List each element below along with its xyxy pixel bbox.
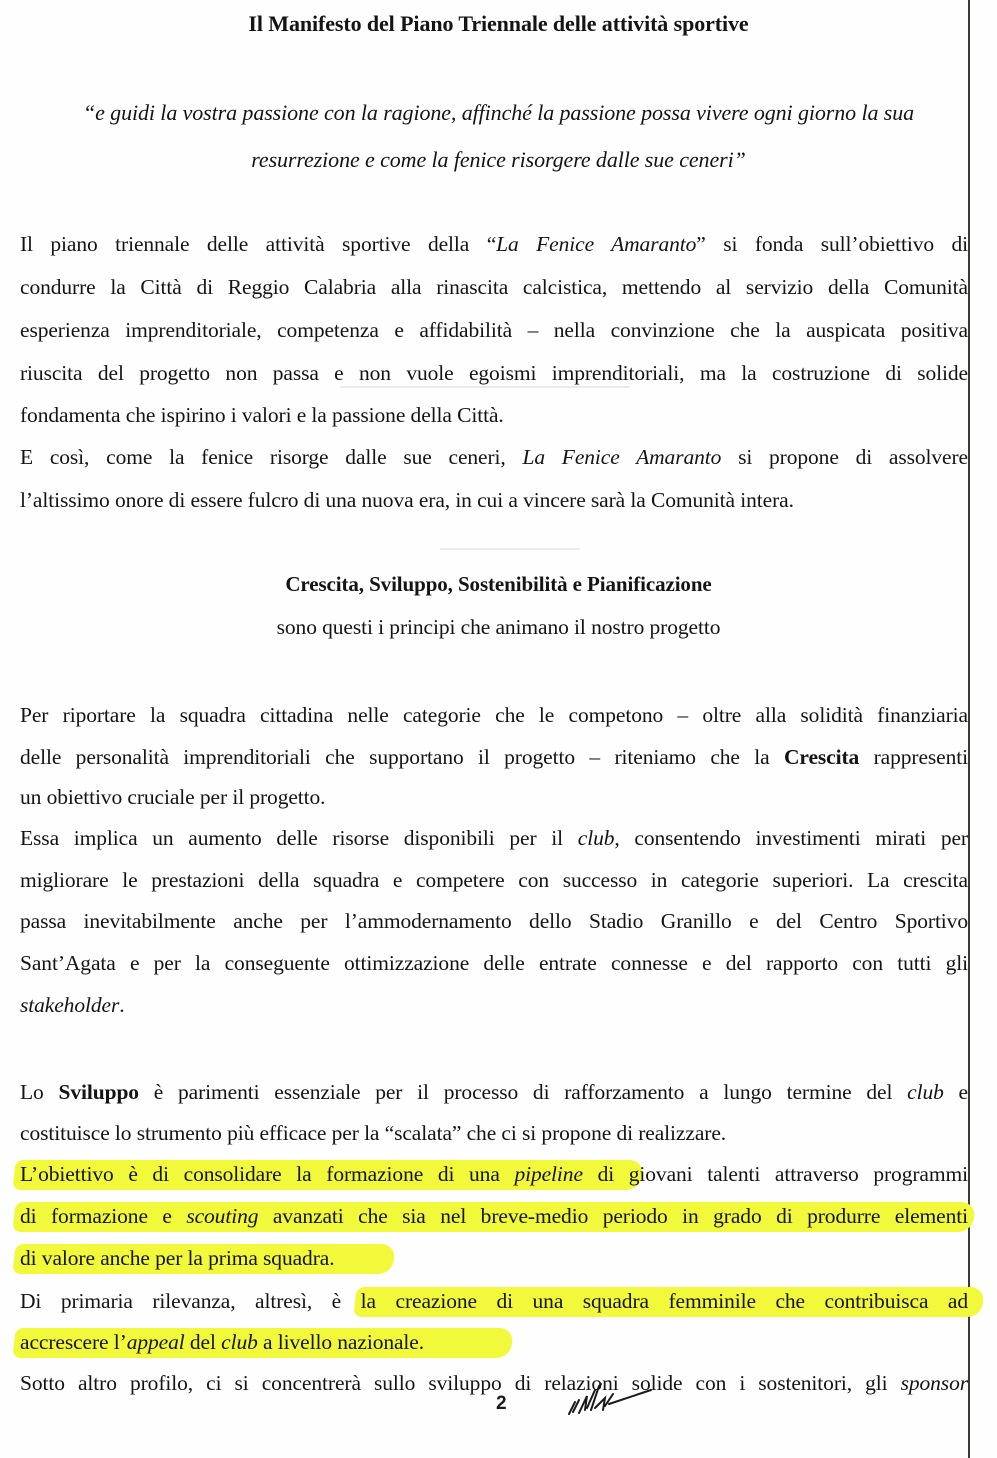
development-line-4: di formazione e scouting avanzati che sia nel breve-medio periodo in grado di produrre elementi	[20, 1204, 969, 1228]
intro-line-5: fondamenta che ispirino i valori e la passione della Città.	[20, 403, 504, 427]
growth-line-7: Sant’Agata e per la conseguente ottimizzazione delle entrate connesse e del rapporto con tutti gli	[20, 951, 968, 975]
development-line-3: L’obiettivo è di consolidare la formazione di una pipeline di giovani talenti attraverso programmi	[20, 1162, 968, 1186]
development-line-6: Di primaria rilevanza, altresì, è la creazione di una squadra femminile che contribuisca ad	[20, 1289, 969, 1313]
intro-line-2: condurre la Città di Reggio Calabria alla rinascita calcistica, mettendo al servizio della Comunità	[20, 275, 968, 299]
signature-icon	[565, 1380, 655, 1420]
intro-line-6: E così, come la fenice risorge dalle sue ceneri, La Fenice Amaranto si propone di assolvere	[20, 445, 968, 469]
growth-line-4: Essa implica un aumento delle risorse disponibili per il club, consentendo investimenti mirati per	[20, 826, 968, 850]
growth-line-3: un obiettivo cruciale per il progetto.	[20, 785, 326, 809]
development-line-5: di valore anche per la prima squadra.	[20, 1246, 335, 1270]
sviluppo-keyword: Sviluppo	[58, 1080, 139, 1104]
page-number: 2	[496, 1393, 507, 1414]
principles-heading: Crescita, Sviluppo, Sostenibilità e Pianificazione	[285, 572, 712, 596]
highlighted-text: la creazione di una squadra femminile che contribuisca ad	[360, 1289, 969, 1313]
quote-line-1: “e guidi la vostra passione con la ragione, affinché la passione possa vivere ogni giorno la sua	[82, 100, 915, 125]
development-line-2: costituisce lo strumento più efficace per la “scalata” che ci si propone di realizzare.	[20, 1121, 727, 1145]
growth-line-2: delle personalità imprenditoriali che supportano il progetto – riteniamo che la Crescita rappresenti	[20, 745, 969, 769]
development-line-8: Sotto altro profilo, ci si concentrerà sullo sviluppo di relazioni solide con i sostenitori, gli sponsor	[20, 1371, 968, 1395]
growth-line-5: migliorare le prestazioni della squadra e competere con successo in categorie superiori. La crescita	[20, 868, 968, 892]
bleed-through-mark	[440, 548, 580, 550]
growth-line-1: Per riportare la squadra cittadina nelle categorie che le competono – oltre alla solidità finanziaria	[20, 703, 968, 727]
quote-line-2: resurrezione e come la fenice risorgere dalle sue ceneri”	[251, 147, 746, 172]
intro-line-1: Il piano triennale delle attività sportive della “La Fenice Amaranto” si fonda sull’obiettivo di	[20, 232, 968, 256]
intro-line-7: l’altissimo onore di essere fulcro di una nuova era, in cui a vincere sarà la Comunità intera.	[20, 488, 794, 512]
development-line-7: accrescere l’appeal del club a livello nazionale.	[20, 1330, 425, 1354]
development-line-1: Lo Sviluppo è parimenti essenziale per il processo di rafforzamento a lungo termine del club e	[20, 1080, 969, 1104]
document-title: Il Manifesto del Piano Triennale delle attività sportive	[248, 11, 749, 36]
margin-rule	[968, 0, 970, 1458]
principles-subheading: sono questi i principi che animano il nostro progetto	[276, 615, 721, 639]
growth-line-6: passa inevitabilmente anche per l’ammodernamento dello Stadio Granillo e del Centro Sportivo	[20, 909, 968, 933]
growth-line-8: stakeholder.	[20, 993, 125, 1017]
crescita-keyword: Crescita	[783, 745, 860, 769]
club-name-emphasis: La Fenice Amaranto	[522, 445, 722, 469]
intro-line-3: esperienza imprenditoriale, competenza e affidabilità – nella convinzione che la auspicata positiva	[20, 318, 968, 342]
intro-line-4: riuscita del progetto non passa e non vuole egoismi imprenditoriali, ma la costruzione di solide	[20, 361, 968, 385]
club-name-emphasis: La Fenice Amaranto	[496, 232, 697, 256]
